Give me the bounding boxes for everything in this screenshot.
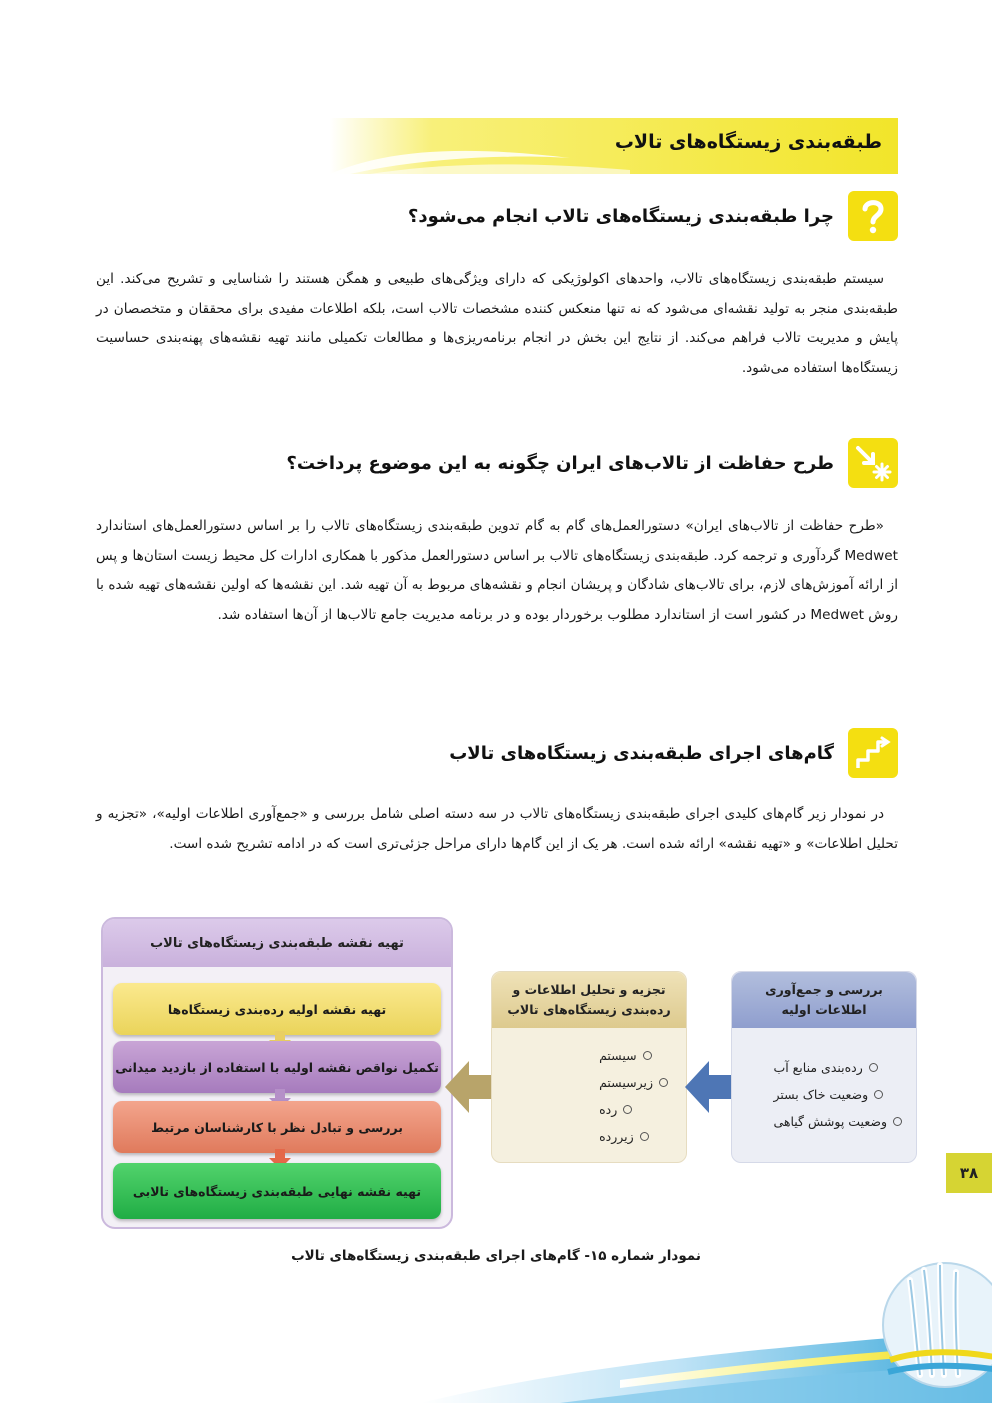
section-paragraph-why [96,265,898,383]
section-heading-why [408,191,898,241]
paragraph-text: سیستم طبقه‌بندی زیستگاه‌های تالاب، واحدهای اکولوژیکی که دارای ویژگی‌های طبیعی و همگن هستند را شناسایی و تشریح می‌کند. این طبقه‌بندی منجر به تولید نقشه‌ای می‌شود که نه تنها منعکس کننده مشخصات تالاب است، بلکه اطلاعات مفیدی برای محققان و متخصصان در پایش و مدیریت تالاب فراهم می‌کند. از نتایج این بخش در انجام برنامه‌ریزی‌ها و مطالعات تکمیلی مانند تهیه نقشه‌های پهنه‌بندی حساسیت زیستگاه‌ها استفاده می‌شود. [96,271,898,376]
section-paragraph-steps [96,800,898,859]
collection-title-line1: بررسی و جمع‌آوری [765,982,883,997]
collection-list [773,1054,902,1135]
list-item: زیررده [599,1123,668,1150]
list-item: رده‌بندی منابع آب [773,1054,902,1081]
map-preparation-box [101,917,453,1229]
diagram-caption: نمودار شماره ۱۵- گام‌های اجرای طبقه‌بندی زیستگاه‌های تالاب [291,1248,701,1264]
list-item: رده [599,1096,668,1123]
reed-logo-icon [883,1263,992,1387]
section-title: طرح حفاظت از تالاب‌های ایران چگونه به این موضوع پرداخت؟ [286,452,834,474]
chapter-title: طبقه‌بندی زیستگاه‌های تالاب [614,131,882,153]
chapter-banner [330,118,898,174]
left-arrow-icon [445,1057,495,1117]
section-paragraph-project [96,512,898,630]
paragraph-text: «طرح حفاظت از تالاب‌های ایران» دستورالعمل‌های گام به گام تدوین طبقه‌بندی زیستگاه‌های تالاب را بر اساس دستورالعمل‌های استاندارد Medwet گردآوری و ترجمه کرد. طبقه‌بندی زیستگاه‌های تالاب بر اساس دستورالعمل مذکور با همکاری ادارات کل محیط زیست استان‌ها و پس از ارائه آموزش‌های لازم، برای تالاب‌های شادگان و پریشان انجام و نقشه‌های مربوط به آن تهیه شد. این نقشه‌ها که اولین نقشه‌های تهیه شده با روش Medwet در کشور است از استاندارد مطلوب برخوردار بوده و در برنامه مدیریت جامع تالاب‌ها از آن‌ها استفاده شد. [96,518,898,623]
section-title: گام‌های اجرای طبقه‌بندی زیستگاه‌های تالاب [449,742,834,764]
collection-box-title [732,972,916,1028]
step-final-map: تهیه نقشه نهایی طبقه‌بندی زیستگاه‌های تالابی [113,1163,441,1219]
section-heading-steps [449,728,898,778]
arrow-star-icon [848,438,898,488]
step-field-visit: تکمیل نواقص نقشه اولیه با استفاده از بازدید میدانی [113,1041,441,1093]
data-collection-box [731,971,917,1163]
page-number: ۳۸ [946,1153,992,1193]
collection-title-line2: اطلاعات اولیه [781,1002,867,1017]
analysis-box [491,971,687,1163]
list-item: وضعیت خاک بستر [773,1081,902,1108]
list-item: وضعیت پوشش گیاهی [773,1108,902,1135]
section-heading-project [286,438,898,488]
left-arrow-icon [685,1057,735,1117]
step-expert-review: بررسی و تبادل نظر با کارشناسان مرتبط [113,1101,441,1153]
analysis-list [599,1042,668,1150]
question-icon [848,191,898,241]
stairs-icon [848,728,898,778]
analysis-title-line2: رده‌بندی زیستگاه‌های تالاب [507,1002,671,1017]
section-title: چرا طبقه‌بندی زیستگاه‌های تالاب انجام می‌شود؟ [407,205,834,227]
step-initial-map: تهیه نقشه اولیه رده‌بندی زیستگاه‌ها [113,983,441,1035]
analysis-title-line1: تجزیه و تحلیل اطلاعات و [512,982,666,997]
steps-diagram [95,917,927,1231]
list-item: سیستم [599,1042,668,1069]
list-item: زیرسیستم [599,1069,668,1096]
map-box-title: تهیه نقشه طبقه‌بندی زیستگاه‌های تالاب [103,919,451,967]
analysis-box-title [492,972,686,1028]
paragraph-text: در نمودار زیر گام‌های کلیدی اجرای طبقه‌بندی زیستگاه‌های تالاب در سه دسته اصلی شامل بررسی و «جمع‌آوری اطلاعات اولیه»، «تجزیه و تحلیل اطلاعات» و «تهیه نقشه» ارائه شده است. هر یک از این گام‌ها دارای مراحل جزئی‌تری است که در ادامه تشریح شده است. [96,806,898,852]
